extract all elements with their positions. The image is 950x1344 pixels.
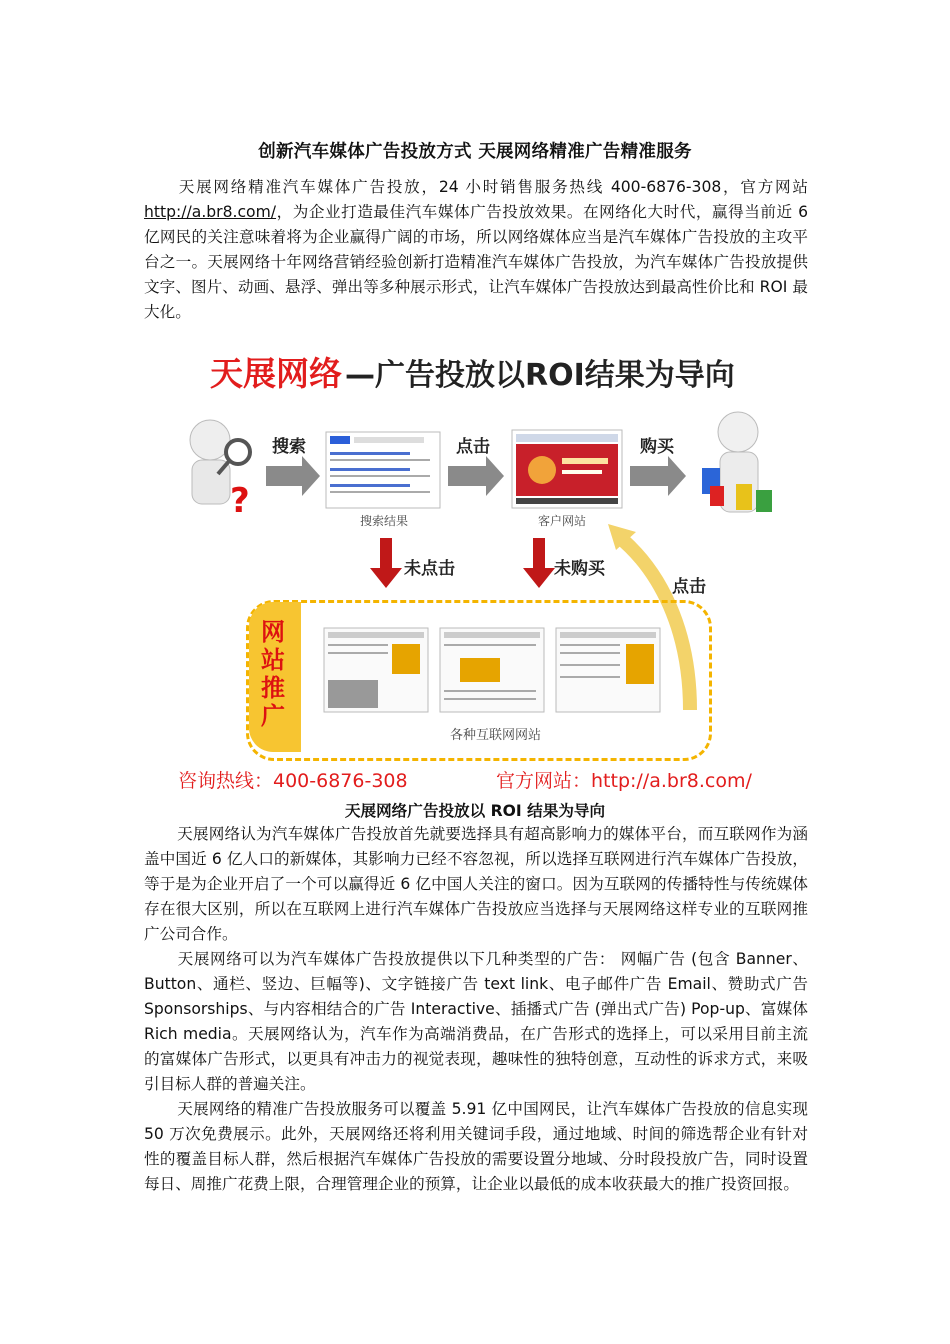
- intro-text-2: ，为企业打造最佳汽车媒体广告投放效果。在网络化大时代，赢得当前近 6 亿网民的关注意味着将为企业赢得广阔的市场，所以网络媒体应当是汽车媒体广告投放的主攻平台之一。天展网络十年网络营销经验创新打造精准汽车媒体广告投放，为汽车媒体广告投放提供文字、图片、动画、悬浮、弹出等多种展示形式，让汽车媒体广告投放达到最高性价比和 ROI 最大化。: [144, 203, 808, 321]
- client-website-thumbnail: [512, 430, 622, 508]
- roi-flow-figure: [170, 340, 782, 798]
- not-clicked-label: 未点击: [404, 559, 455, 579]
- various-sites-caption: 各种互联网网站: [450, 728, 542, 743]
- shopper-icon: [702, 412, 772, 512]
- question-mark-icon: ?: [230, 481, 250, 521]
- arrow-down-icon: [370, 538, 402, 588]
- arrow-right-icon: [266, 456, 320, 496]
- search-results-thumbnail: [326, 432, 440, 508]
- intro-text-1: 天展网络精准汽车媒体广告投放，24 小时销售服务热线 400-6876-308，官方网站: [177, 178, 808, 196]
- page-title: 创新汽车媒体广告投放方式 天展网络精准广告精准服务: [258, 142, 692, 162]
- not-bought-label: 未购买: [554, 559, 605, 579]
- figure-hotline: 咨询热线：400-6876-308: [178, 770, 408, 792]
- figure-website: 官方网站：http://a.br8.com/: [496, 770, 752, 792]
- step-buy-label: 购买: [640, 437, 674, 457]
- paragraph-2-text: 天展网络认为汽车媒体广告投放首先就要选择具有超高影响力的媒体平台，而互联网作为涵盖中国近 6 亿人口的新媒体，其影响力已经不容忽视，所以选择互联网进行汽车媒体广告投放，等于是为企业开启了一个可以赢得近 6 亿中国人关注的窗口。因为互联网的传播特性与传统媒体存在很大区别，所以在互联网上进行汽车媒体广告投放应当选择与天展网络这样专业的互联网推广公司合作。: [144, 825, 808, 943]
- body-paragraph-2: [144, 822, 808, 947]
- intro-paragraph: [144, 175, 808, 325]
- search-results-caption: 搜索结果: [360, 514, 409, 528]
- figure-title-brand: 天展网络: [210, 354, 342, 393]
- paragraph-3-text: 天展网络可以为汽车媒体广告投放提供以下几种类型的广告： 网幅广告 (包含 Banner、Button、通栏、竖边、巨幅等)、文字链接广告 text link、电子邮件广告 Email、赞助式广告 Sponsorships、与内容相结合的广告 Interactive、插播式广告 (弹出式广告) Pop-up、富媒体 Rich media。天展网络认为，汽车作为高端消费品，在广告形式的选择上，可以采用目前主流的富媒体广告形式，以更具有冲击力的视觉表现，趣味性的独特创意，互动性的诉求方式，来吸引目标人群的普遍关注。: [144, 950, 808, 1093]
- step-click-label: 点击: [456, 437, 490, 457]
- client-site-caption: 客户网站: [538, 514, 587, 528]
- website-link[interactable]: http://a.br8.com/: [144, 203, 277, 221]
- paragraph-4-text: 天展网络的精准广告投放服务可以覆盖 5.91 亿中国网民，让汽车媒体广告投放的信息实现 50 万次免费展示。此外，天展网络还将利用关键词手段，通过地域、时间的筛选帮企业有针对性的覆盖目标人群，然后根据汽车媒体广告投放的需要设置分地域、分时段投放广告，同时设置每日、周推广花费上限，合理管理企业的预算，让企业以最低的成本收获最大的推广投资回报。: [144, 1100, 808, 1193]
- figure-caption: 天展网络广告投放以 ROI 结果为导向: [344, 802, 606, 820]
- figure-title-slogan: —广告投放以ROI结果为导向: [345, 358, 735, 393]
- body-paragraph-4: [144, 1097, 808, 1197]
- arrow-right-icon: [630, 456, 686, 496]
- promotion-label: 网站推广: [261, 618, 285, 730]
- arrow-right-icon: [448, 456, 504, 496]
- body-paragraph-3: [144, 947, 808, 1097]
- step-search-label: 搜索: [272, 437, 306, 457]
- click-back-label: 点击: [672, 577, 706, 597]
- arrow-down-icon: [523, 538, 555, 588]
